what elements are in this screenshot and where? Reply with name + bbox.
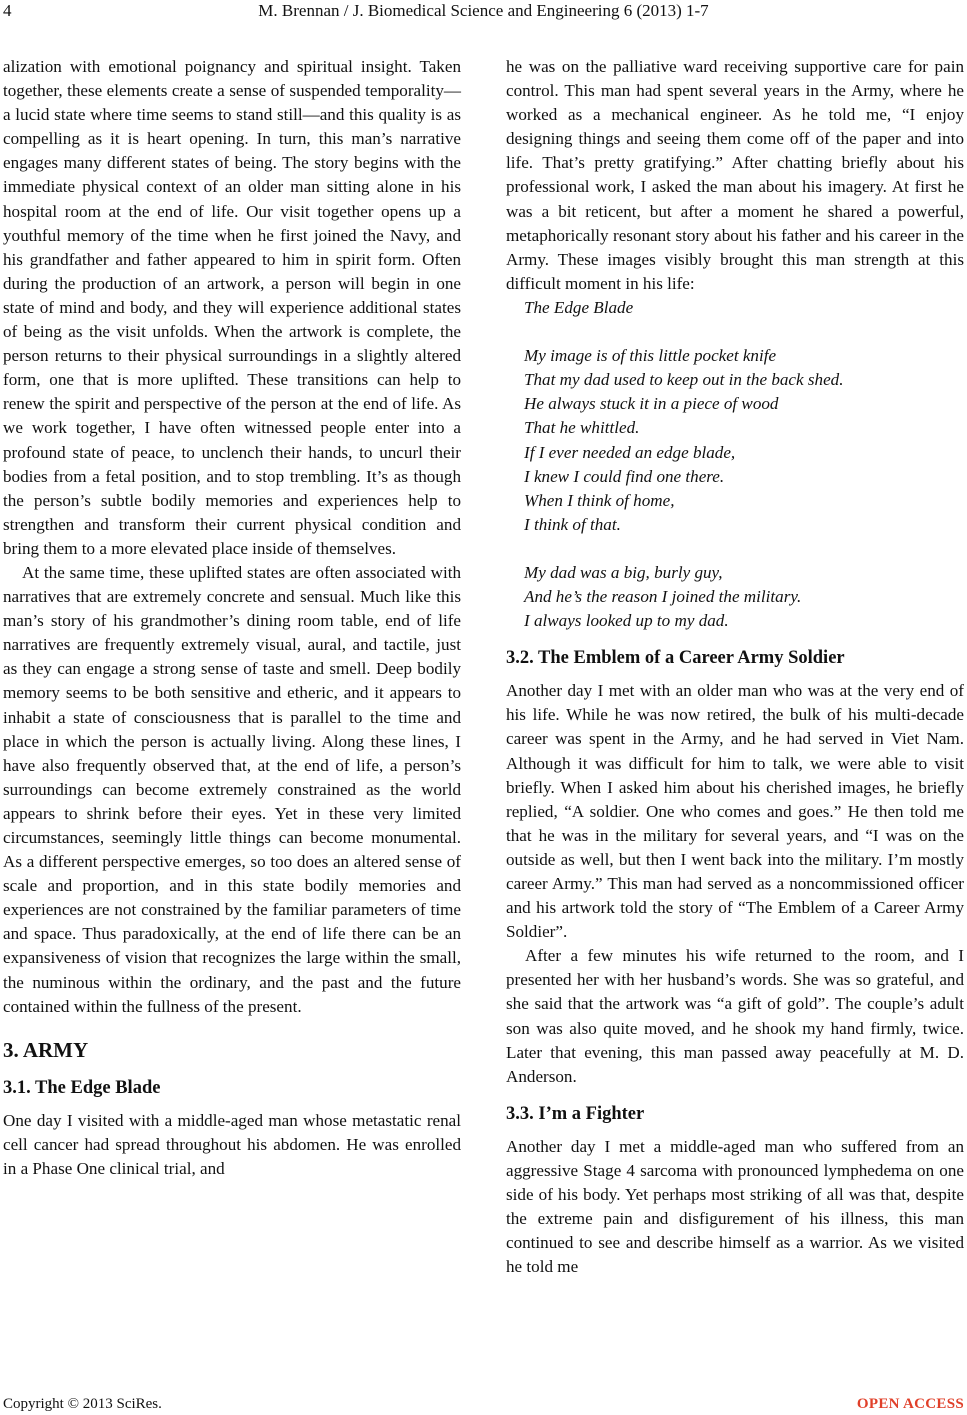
open-access-label: OPEN ACCESS: [856, 1396, 964, 1412]
poem-line: I think of that.: [524, 514, 621, 534]
paragraph: he was on the palliative ward receiving supportive care for pain control. This man had spent several years in the Army, where he worked as a mechanical engineer. As he told me, “I enjoy designing things and seeing them come off of the paper and into life. That’s pretty gratifying.” After chatting briefly about his professional work, I asked the man about his imagery. At first he was a bit reticent, but after a moment he shared a powerful, metaphorically resonant story about his father and his career in the Army. These images visibly brought this man strength at this difficult moment in his life:: [506, 57, 964, 293]
page-footer: [0, 1395, 967, 1415]
paragraph: Another day I met with an older man who was at the very end of his life. While he was now retired, the bulk of his multi-decade career was spent in the Army, and he had served in Viet Nam. Although it was difficult for him to talk, we were able to visit briefly. When I asked him about his cherished images, he briefly replied, “A soldier. One who comes and goes.” He then told me that he was in the military for several years, and “I was on the outside as well, but then I went back into the military. I’m mostly career Army.” This man had served as a noncommissioned officer and his artwork told the story of “The Emblem of a Career Army Soldier”.: [506, 681, 964, 942]
poem-line: When I think of home,: [524, 490, 675, 510]
poem: [506, 296, 964, 633]
subsection-heading-emblem: 3.2. The Emblem of a Career Army Soldier: [506, 648, 845, 669]
right-column: [506, 55, 964, 1279]
poem-line: I always looked up to my dad.: [524, 611, 729, 631]
copyright-notice: Copyright © 2013 SciRes.: [3, 1396, 162, 1412]
subsection-heading-fighter: 3.3. I’m a Fighter: [506, 1103, 645, 1124]
paragraph: Another day I met a middle-aged man who suffered from an aggressive Stage 4 sarcoma with pronounced lymphedema on one side of his body. Yet perhaps most striking of all was that, despite the extreme pain and disfigurement of his illness, this man continued to see and describe himself as a warrior. As we visited he told me: [506, 1136, 964, 1277]
paragraph: alization with emotional poignancy and spiritual insight. Taken together, these elements create a sense of suspended temporality—a lucid state where time seems to stand still—and this quality is as compelling as it is heart opening. In turn, this man’s narrative engages many different states of being. The story begins with the immediate physical context of an older man sitting alone in his hospital room at the end of life. Our visit together opens up a youthful memory of the time when he first joined the Navy, and his grandfather and father appeared to him in spirit form. Often during the production of an artwork, a person will begin in one state of mind and body, and they will experience additional states of being as the visit unfolds. When the artwork is complete, the person returns to their physical surroundings in a slightly altered form, one that is more uplifted. These transitions can help to renew the spirit and perspective of the person at the end of life. As we work together, I have often witnessed people enter into a profound state of peace, to unclench their hands, to uncurl their bodies from a fetal position, and to stop trembling. It’s as though the person’s subtle bodily memories and experiences help to strengthen and transform their current physical condition and bring them to a more elevated place inside of themselves.: [3, 57, 461, 558]
poem-line: If I ever needed an edge blade,: [524, 442, 736, 462]
poem-line: And he’s the reason I joined the military.: [524, 587, 802, 607]
poem-line: That my dad used to keep out in the back shed.: [524, 370, 844, 390]
paragraph: At the same time, these uplifted states are often associated with narratives that are extremely concrete and sensual. Much like this man’s story of his grandmother’s dining room table, end of life narratives are frequently extremely visual, aural, and tactile, just as they can engage a strong sense of taste and smell. Deep bodily memory seems to be both sensitive and etheric, and it appears to inhabit a state of consciousness that is parallel to the time and place in which the person is actually living. Along these lines, I have also frequently observed that, at the end of life, a person’s surroundings can become extremely constrained as the world appears to shrink before their eyes. Yet in these very limited circumstances, seemingly little things can become monumental. As a different perspective emerges, so too does an altered sense of scale and proportion, and in this state bodily memories and experiences are not constrained by the familiar parameters of time and space. Thus paradoxically, at the end of life there can be an expansiveness of vision that recognizes the large within the small, the numinous within the ordinary, and the past and the future contained within the fullness of the present.: [3, 562, 461, 1016]
poem-line: He always stuck it in a piece of wood: [524, 394, 779, 414]
page-header: [0, 0, 967, 30]
running-head: M. Brennan / J. Biomedical Science and Engineering 6 (2013) 1-7: [258, 1, 709, 20]
poem-line: I knew I could find one there.: [524, 466, 725, 486]
paragraph: One day I visited with a middle-aged man whose metastatic renal cell cancer had spread throughout his abdomen. He was enrolled in a Phase One clinical trial, and: [3, 1110, 461, 1178]
subsection-heading-edge-blade: 3.1. The Edge Blade: [3, 1077, 161, 1098]
section-heading-army: 3. ARMY: [3, 1037, 89, 1062]
poem-line: My dad was a big, burly guy,: [524, 562, 723, 582]
poem-title: The Edge Blade: [524, 297, 634, 317]
left-column: [3, 55, 461, 1181]
poem-line: My image is of this little pocket knife: [524, 346, 777, 366]
page-number: 4: [3, 1, 12, 20]
paragraph: After a few minutes his wife returned to the room, and I presented her with her husband’s words. She was so grateful, and she said that the artwork was “a gift of gold”. The couple’s adult son was also quite moved, and he shook my hand firmly, twice. Later that evening, this man passed away peacefully at M. D. Anderson.: [506, 946, 964, 1086]
poem-line: That he whittled.: [524, 418, 640, 438]
